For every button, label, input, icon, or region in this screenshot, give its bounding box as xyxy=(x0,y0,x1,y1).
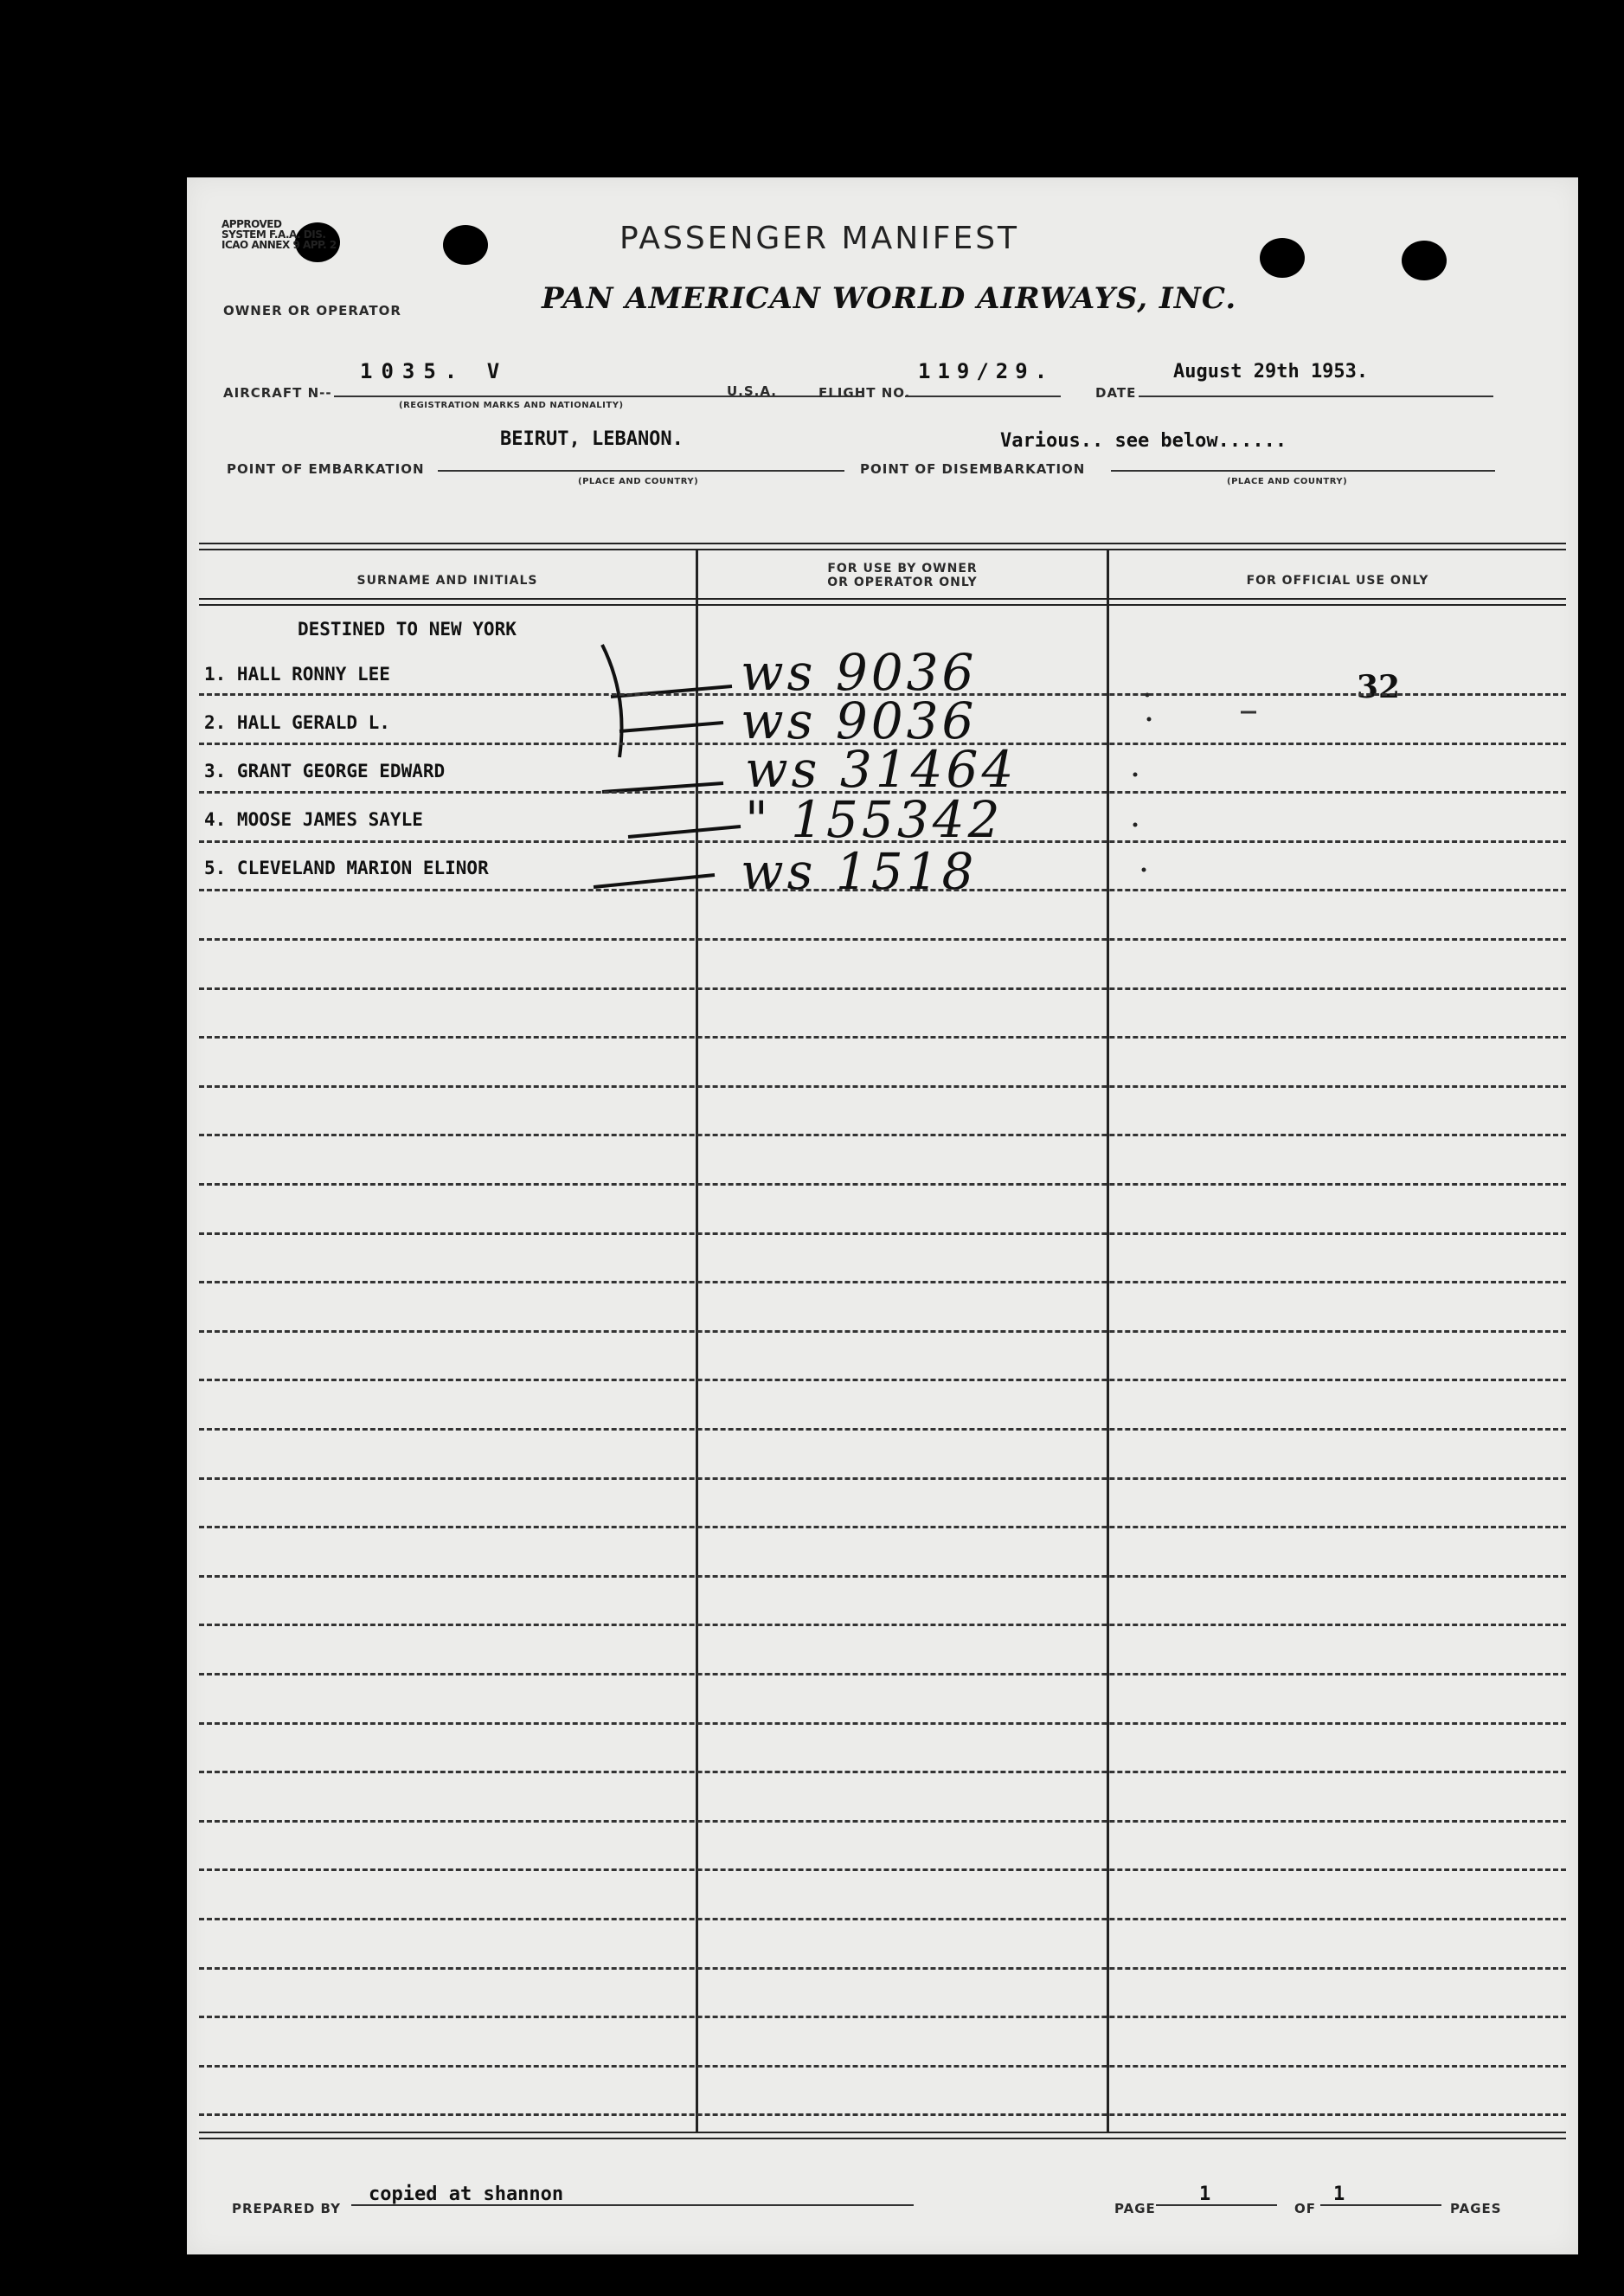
row-rule xyxy=(199,743,1566,745)
owner-note-4: " 155342 xyxy=(745,790,1004,849)
disembark-label: POINT OF DISEMBARKATION xyxy=(860,461,1086,477)
official-mark: 32 xyxy=(1357,669,1401,705)
row-rule xyxy=(199,1232,1566,1235)
passenger-row-4: 4. MOOSE JAMES SAYLE xyxy=(204,809,423,830)
page-title: PASSENGER MANIFEST xyxy=(619,221,1020,256)
embark-caption: (PLACE AND COUNTRY) xyxy=(578,477,699,486)
page-label: PAGE xyxy=(1114,2201,1156,2216)
owner-note-5: ws 1518 xyxy=(741,842,978,901)
row-rule xyxy=(199,1085,1566,1088)
section-heading: DESTINED TO NEW YORK xyxy=(298,619,517,640)
row-rule xyxy=(199,1624,1566,1626)
passenger-row-2: 2. HALL GERALD L. xyxy=(204,712,390,733)
flight-label: FLIGHT NO. xyxy=(818,385,911,401)
owner-use-line-2: OR OPERATOR ONLY xyxy=(827,576,978,589)
operator-name: PAN AMERICAN WORLD AIRWAYS, INC. xyxy=(542,281,1237,316)
row-rule xyxy=(199,791,1566,794)
page-value: 1 xyxy=(1199,2183,1211,2205)
row-rule xyxy=(199,2016,1566,2018)
prepared-value: copied at shannon xyxy=(369,2183,564,2205)
dash-row-5 xyxy=(594,875,715,887)
of-underline xyxy=(1320,2204,1441,2206)
row-rule xyxy=(199,1134,1566,1136)
row-rule xyxy=(199,1967,1566,1970)
row-rule xyxy=(199,1575,1566,1578)
row-rule xyxy=(199,1477,1566,1480)
row-rule xyxy=(199,987,1566,990)
aircraft-label: AIRCRAFT N-- xyxy=(223,385,332,401)
pages-label: PAGES xyxy=(1450,2201,1502,2216)
row-rule xyxy=(199,1526,1566,1528)
row-rule xyxy=(199,2065,1566,2068)
row-rule xyxy=(199,938,1566,941)
disembark-value: Various.. see below...... xyxy=(1000,430,1287,452)
passenger-row-5: 5. CLEVELAND MARION ELINOR xyxy=(204,858,489,878)
table-bottom-rule xyxy=(199,2132,1566,2139)
prepared-underline xyxy=(351,2204,914,2206)
aircraft-value: 1035. V xyxy=(360,359,509,383)
approval-line-3: ICAO ANNEX 9 APP. 2 xyxy=(221,239,337,251)
row-rule xyxy=(199,1868,1566,1871)
embark-value: BEIRUT, LEBANON. xyxy=(500,428,684,450)
row-rule xyxy=(199,1918,1566,1920)
row-rule xyxy=(199,1183,1566,1186)
row-rule xyxy=(199,1673,1566,1675)
of-label: OF xyxy=(1294,2201,1316,2216)
tick-4 xyxy=(1133,823,1138,827)
dash-row-2 xyxy=(619,723,723,731)
disembark-caption: (PLACE AND COUNTRY) xyxy=(1227,477,1348,486)
row-rule xyxy=(199,693,1566,696)
tick-3 xyxy=(1133,773,1138,777)
column-header-surname: SURNAME AND INITIALS xyxy=(356,574,538,588)
date-value: August 29th 1953. xyxy=(1173,361,1369,383)
dash-row-4 xyxy=(628,826,741,837)
owner-note-3: ws 31464 xyxy=(745,740,1017,799)
date-label: DATE xyxy=(1095,385,1137,401)
row-rule xyxy=(199,1428,1566,1431)
passenger-row-1: 1. HALL RONNY LEE xyxy=(204,664,390,685)
tick-5 xyxy=(1142,868,1146,872)
owner-use-line-1: FOR USE BY OWNER xyxy=(827,562,978,576)
column-header-official: FOR OFFICIAL USE ONLY xyxy=(1246,574,1429,588)
aircraft-caption: (REGISTRATION MARKS AND NATIONALITY) xyxy=(399,401,624,410)
row-rule xyxy=(199,1722,1566,1725)
row-rule xyxy=(199,1281,1566,1283)
manifest-sheet xyxy=(187,177,1578,2254)
row-rule xyxy=(199,840,1566,843)
row-rule xyxy=(199,1330,1566,1333)
row-rule xyxy=(199,2113,1566,2116)
page-underline xyxy=(1156,2204,1277,2206)
tick-2 xyxy=(1147,717,1152,722)
row-rule xyxy=(199,1379,1566,1381)
row-rule xyxy=(199,1036,1566,1039)
owner-note-1: ws 9036 xyxy=(741,643,978,702)
passenger-row-3: 3. GRANT GEORGE EDWARD xyxy=(204,761,446,781)
row-rule xyxy=(199,1771,1566,1773)
strike-row-1 xyxy=(602,645,622,757)
approval-line-2: SYSTEM F.A.A. DIS. xyxy=(221,228,326,241)
embark-label: POINT OF EMBARKATION xyxy=(227,461,425,477)
owner-note-2: ws 9036 xyxy=(741,691,978,750)
of-value: 1 xyxy=(1333,2183,1345,2205)
row-rule xyxy=(199,889,1566,891)
owner-label: OWNER OR OPERATOR xyxy=(223,303,401,318)
approval-line-1: APPROVED xyxy=(221,218,282,230)
usa-label: U.S.A. xyxy=(727,383,777,399)
flight-value: 119/29. xyxy=(918,359,1055,383)
row-rule xyxy=(199,1820,1566,1823)
prepared-label: PREPARED BY xyxy=(232,2201,341,2216)
